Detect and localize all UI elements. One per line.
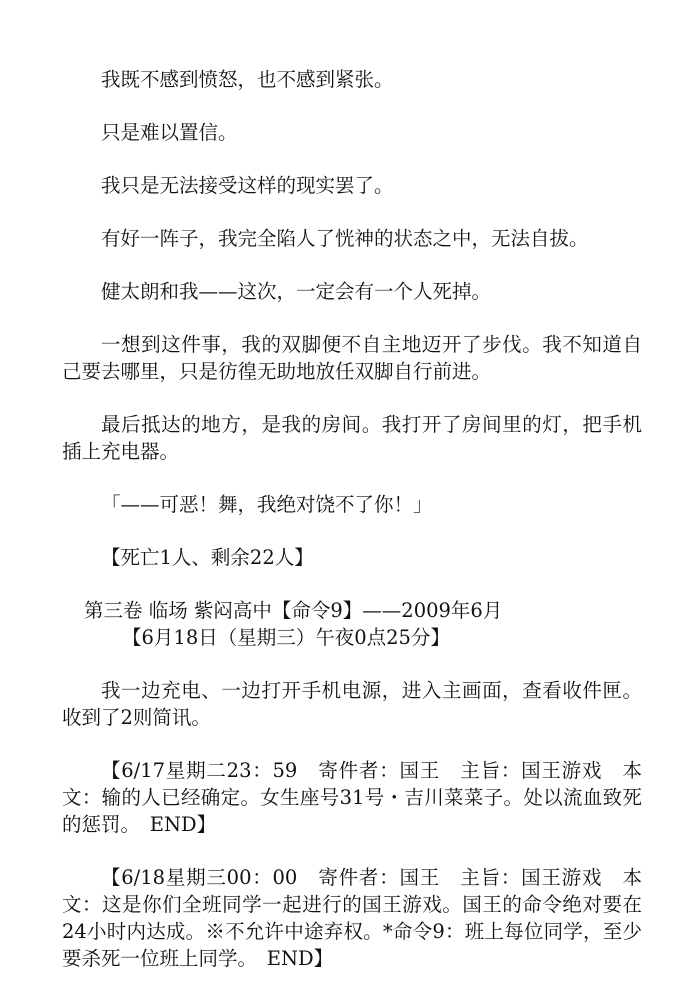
paragraph: 【死亡1人、剩余22人】 <box>101 546 314 569</box>
paragraph: 健太朗和我——这次，一定会有一个人死掉。 <box>101 280 492 303</box>
chapter-subheading: 【6月18日（星期三）午夜0点25分】 <box>122 626 450 649</box>
paragraph: 只是难以置信。 <box>101 121 238 144</box>
paragraph: 我既不感到愤怒，也不感到紧张。 <box>101 68 394 91</box>
paragraph: 有好一阵子，我完全陷人了恍神的状态之中，无法自拔。 <box>101 227 589 250</box>
paragraph: 【6/18星期三00：00 寄件者：国王 主旨：国王游戏 本文：这是你们全班同学一起进行的国王游戏。国王的命令绝对要在24小时内达成。※不允许中途弃权。*命令9：班上每位同学，至少要杀死一位班上同学。 END】 <box>62 866 642 970</box>
paragraph: 最后抵达的地方，是我的房间。我打开了房间里的灯，把手机插上充电器。 <box>62 413 642 463</box>
paragraph: 「——可恶！舞，我绝对饶不了你！」 <box>101 493 433 516</box>
paragraph: 【6/17星期二23：59 寄件者：国王 主旨：国王游戏 本文：输的人已经确定。女生座号31号・吉川菜菜子。处以流血致死的惩罚。 END】 <box>62 759 642 836</box>
paragraph: 我一边充电、一边打开手机电源，进入主画面，查看收件匣。收到了2则简讯。 <box>62 679 642 729</box>
paragraph: 一想到这件事，我的双脚便不自主地迈开了步伐。我不知道自己要去哪里，只是彷徨无助地放任双脚自行前进。 <box>62 333 642 383</box>
paragraph: 我只是无法接受这样的现实罢了。 <box>101 174 394 197</box>
chapter-heading: 第三卷 临场 紫闷高中【命令9】——2009年6月 <box>84 599 503 622</box>
